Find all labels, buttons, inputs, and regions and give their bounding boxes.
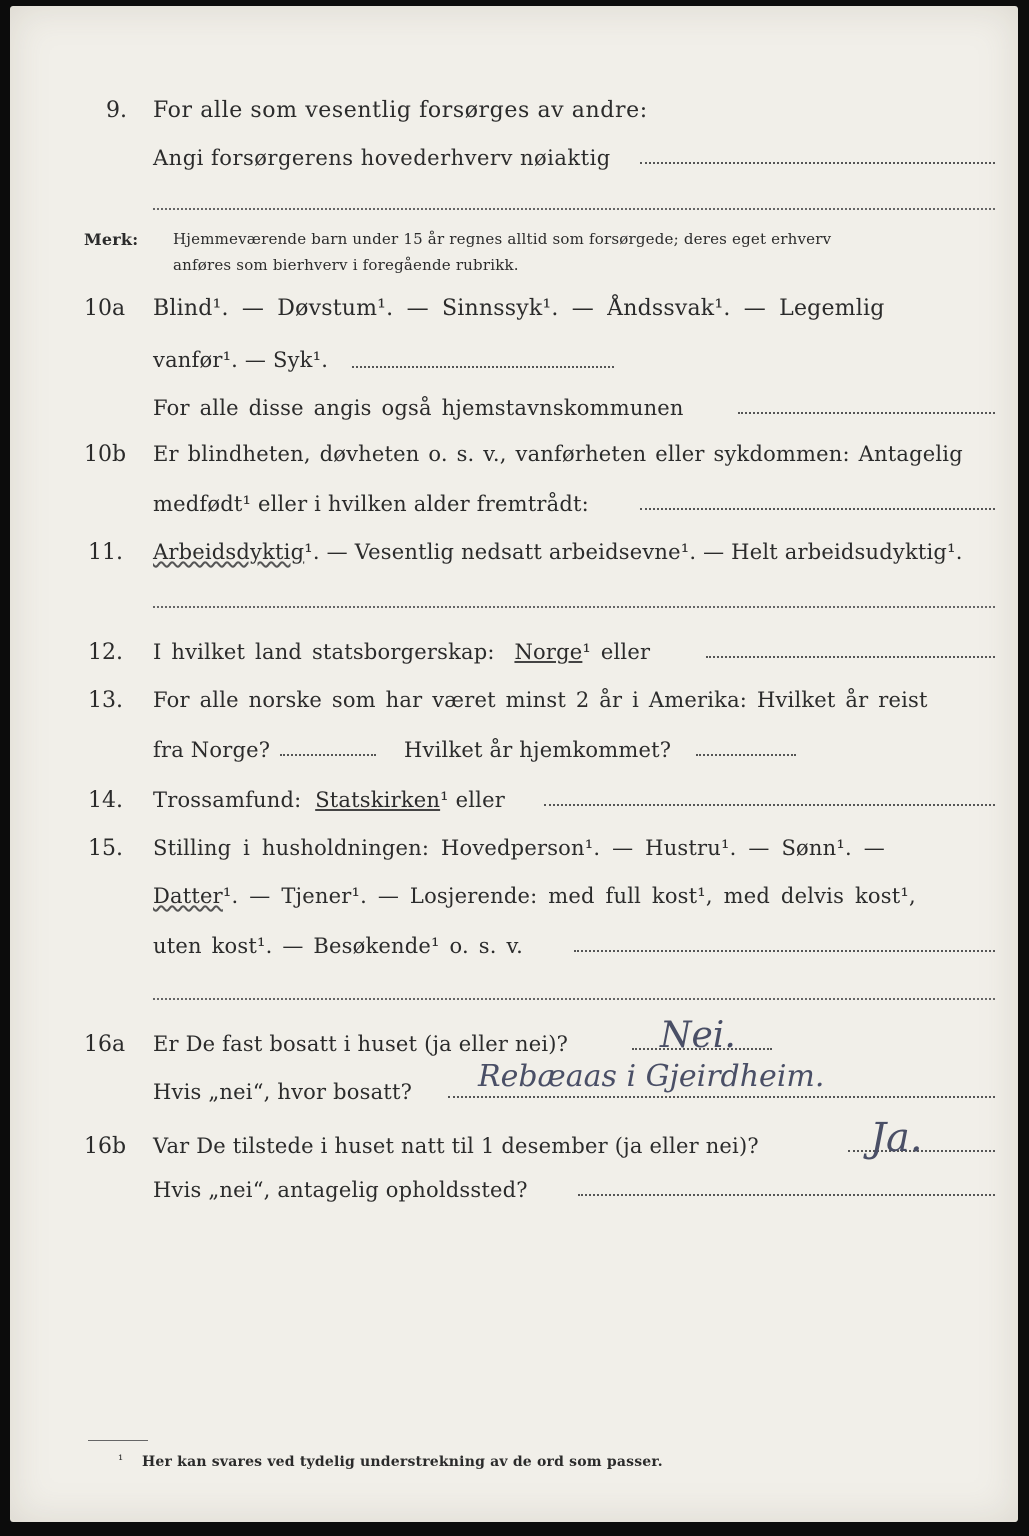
q16b-answer-line-2[interactable] [578, 1194, 995, 1196]
footnote-mark: ¹ [118, 1453, 124, 1468]
q13-line-2b: Hvilket år hjemkommet? [404, 738, 672, 762]
q16a-answer-line-2[interactable] [448, 1096, 995, 1098]
q10b-line-2: medfødt¹ eller i hvilken alder fremtrådt: [153, 492, 589, 516]
q13-line-2a: fra Norge? [153, 738, 271, 762]
q10b-answer-line[interactable] [640, 508, 995, 510]
q16b-handwritten-answer: Ja. [870, 1115, 923, 1161]
q16a-handwritten-answer-2: Rebæaas i Gjeirdheim. [478, 1059, 825, 1094]
q9-question: Angi forsørgerens hovederhverv nøiaktig [153, 146, 611, 170]
merk-label: Merk: [84, 230, 139, 249]
q10a-line-2: vanfør¹. — Syk¹. [153, 348, 329, 372]
merk-line-1: Hjemmeværende barn under 15 år regnes alltid som forsørgede; deres eget erhverv [173, 230, 832, 248]
q11-underlined-answer: Arbeidsdyktig [153, 540, 305, 564]
q15-line-3: uten kost¹. — Besøkende¹ o. s. v. [153, 934, 523, 958]
q12-before: I hvilket land statsborgerskap: [153, 640, 495, 664]
q14-number: 14. [88, 788, 123, 813]
q16b-line-1: Var De tilstede i huset natt til 1 desember (ja eller nei)? [153, 1134, 759, 1158]
q10a-line-1: Blind¹. — Døvstum¹. — Sinnssyk¹. — Åndssvak¹. — Legemlig [153, 296, 885, 321]
footnote-divider [88, 1440, 148, 1441]
footnote-text: Her kan svares ved tydelig understrekning av de ord som passer. [142, 1454, 663, 1470]
q10b-number: 10b [84, 442, 127, 467]
q9-heading: For alle som vesentlig forsørges av andre: [153, 98, 648, 123]
q15-underlined-answer: Datter [153, 884, 223, 908]
q16a-number: 16a [84, 1032, 126, 1057]
q13-number: 13. [88, 688, 123, 713]
q12-after: ¹ eller [582, 640, 651, 664]
q12-answer-line[interactable] [706, 656, 995, 658]
merk-line-2: anføres som bierhverv i foregående rubrikk. [173, 256, 519, 274]
q12-line [153, 642, 650, 663]
q15-line-2 [153, 886, 916, 907]
q11-answer-line[interactable] [153, 606, 995, 608]
q16b-number: 16b [84, 1134, 127, 1159]
q11-number: 11. [88, 540, 123, 565]
q16a-line-2: Hvis „nei“, hvor bosatt? [153, 1080, 413, 1104]
q9-answer-line[interactable] [640, 162, 995, 164]
q10a-syk-answer-line[interactable] [352, 366, 614, 368]
q15-line-2-rest: ¹. — Tjener¹. — Losjerende: med full kost¹, med delvis kost¹, [222, 884, 916, 908]
q9-number: 9. [106, 98, 127, 123]
q16a-handwritten-answer-1: Nei. [660, 1015, 736, 1056]
q10a-number: 10a [84, 296, 126, 321]
q11-rest: ¹. — Vesentlig nedsatt arbeidsevne¹. — Helt arbeidsudyktig¹. [304, 540, 963, 564]
q15-answer-line-2[interactable] [153, 998, 995, 1000]
q14-underlined-answer: Statskirken [315, 788, 441, 812]
q10a-hjemstavn-answer-line[interactable] [738, 412, 995, 414]
q13-reist-answer-line[interactable] [280, 754, 376, 756]
q14-before: Trossamfund: [153, 788, 302, 812]
q10b-line-1: Er blindheten, døvheten o. s. v., vanførheten eller sykdommen: Antagelig [153, 442, 963, 466]
q15-answer-line[interactable] [574, 950, 995, 952]
q15-line-1: Stilling i husholdningen: Hovedperson¹. — Hustru¹. — Sønn¹. — [153, 836, 885, 860]
q14-answer-line[interactable] [544, 804, 995, 806]
q9-answer-line-2[interactable] [153, 208, 995, 210]
q15-number: 15. [88, 836, 123, 861]
q12-number: 12. [88, 640, 123, 665]
q14-after: ¹ eller [440, 788, 505, 812]
q13-line-1: For alle norske som har været minst 2 år i Amerika: Hvilket år reist [153, 688, 928, 712]
q13-hjemkommet-answer-line[interactable] [696, 754, 796, 756]
q11-line [153, 542, 963, 563]
q16a-line-1: Er De fast bosatt i huset (ja eller nei)? [153, 1032, 569, 1056]
q14-line [153, 790, 505, 811]
q12-underlined-answer: Norge [514, 640, 583, 664]
q10a-line-3: For alle disse angis også hjemstavnskommunen [153, 396, 684, 420]
q16b-line-2: Hvis „nei“, antagelig opholdssted? [153, 1178, 528, 1202]
